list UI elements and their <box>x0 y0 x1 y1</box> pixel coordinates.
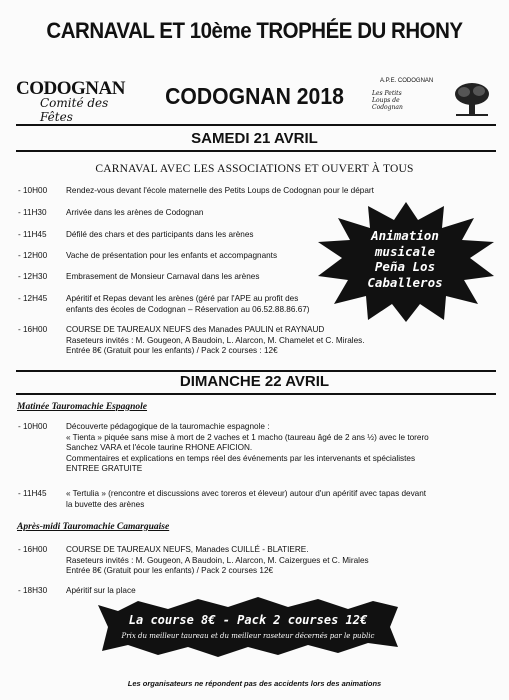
schedule-line: Rendez-vous devant l'école maternelle des Petits Loups de Codognan pour le départ <box>66 186 374 195</box>
schedule-time: - 16H00 <box>18 325 48 334</box>
sunday-heading: DIMANCHE 22 AVRIL <box>179 373 330 390</box>
schedule-description <box>66 489 481 510</box>
schedule-description <box>66 186 481 197</box>
afternoon-section-label: Après-midi Tauromachie Camarguaise <box>17 522 170 532</box>
logo-right-line1: Les Petits <box>372 90 402 97</box>
divider-top <box>16 124 496 126</box>
animation-line-4: Caballeros <box>367 274 443 290</box>
schedule-time: - 11H45 <box>18 230 47 239</box>
schedule-time: - 18H30 <box>18 586 48 595</box>
footer-disclaimer: Les organisateurs ne répondent pas des accidents lors des animations <box>127 679 382 688</box>
schedule-time: - 10H00 <box>18 186 48 195</box>
logo-right-assoc: A.P.E. CODOGNAN <box>380 78 434 84</box>
schedule-line: Apéritif et Repas devant les arènes (géré par l'APE au profit des <box>66 294 299 303</box>
schedule-line: Raseteurs invités : M. Gougeon, A Baudoin, L. Alarcon, M. Caizergues et C. Mirales <box>66 555 369 565</box>
schedule-time: - 10H00 <box>18 422 48 431</box>
schedule-line: Découverte pédagogique de la tauromachie espagnole : <box>66 422 270 431</box>
schedule-description <box>66 422 481 475</box>
schedule-line: Entrée 8€ (Gratuit pour les enfants) / Pack 2 courses : 12€ <box>66 346 278 355</box>
schedule-time: - 12H45 <box>18 294 48 303</box>
ape-codognan-logo <box>362 78 492 120</box>
schedule-line: Embrasement de Monsieur Carnaval dans les arènes <box>66 272 260 281</box>
schedule-line: Commentaires et explications en temps réel des événements par les intervenants et spécialistes <box>66 453 416 463</box>
schedule-description <box>66 325 481 357</box>
tree-icon <box>452 82 492 118</box>
schedule-time: - 12H30 <box>18 272 48 281</box>
logo-right-line3: Codognan <box>372 104 403 111</box>
divider-saturday <box>16 150 496 152</box>
schedule-line: COURSE DE TAUREAUX NEUFS, Manades CUILLÉ - BLATIERE. <box>66 545 309 554</box>
logo-left-word: CODOGNAN <box>16 78 125 99</box>
schedule-description <box>66 545 481 577</box>
schedule-line: Vache de présentation pour les enfants et accompagnants <box>66 251 278 260</box>
event-title: CARNAVAL ET 10ème TROPHÉE DU RHONY <box>46 18 463 43</box>
banner-prize-text: Prix du meilleur taureau et du meilleur raseteur décernés par le public <box>121 632 375 640</box>
schedule-line: enfants des écoles de Codognan – Réservation au 06.52.88.86.67) <box>66 304 310 314</box>
schedule-time: - 11H30 <box>18 208 47 217</box>
logo-right-line2: Loups de <box>372 97 400 104</box>
schedule-line: Apéritif sur la place <box>66 586 136 595</box>
divider-sunday-bottom <box>16 393 496 395</box>
schedule-line: « Tienta » piquée sans mise à mort de 2 vaches et 1 macho (taureau âgé de 2 ans ½) avec le torero <box>66 432 429 442</box>
morning-section-label: Matinée Tauromachie Espagnole <box>17 402 148 412</box>
schedule-line: ENTREE GRATUITE <box>66 464 143 473</box>
schedule-line: Arrivée dans les arènes de Codognan <box>66 208 204 217</box>
logo-left-sub: Comité des Fêtes <box>40 96 109 124</box>
carnaval-heading: CARNAVAL AVEC LES ASSOCIATIONS ET OUVERT À TOUS <box>95 163 414 175</box>
event-subtitle: CODOGNAN 2018 <box>165 83 344 109</box>
schedule-line: Raseteurs invités : M. Gougeon, A Baudoin, L. Alarcon, M. Chamelet et C. Mirales. <box>66 335 365 345</box>
schedule-line: « Tertulia » (rencontre et discussions avec toreros et éleveur) autour d'un apéritif avec tapas devant <box>66 489 427 498</box>
divider-sunday-top <box>16 370 496 372</box>
schedule-time: - 11H45 <box>18 489 47 498</box>
schedule-line: la buvette des arènes <box>66 499 145 509</box>
animation-line-2: musicale <box>374 243 436 259</box>
schedule-time: - 12H00 <box>18 251 48 260</box>
schedule-time: - 16H00 <box>18 545 48 554</box>
animation-line-1: Animation <box>371 228 439 243</box>
animation-text <box>330 228 480 290</box>
banner-price-text: La course 8€ - Pack 2 courses 12€ <box>128 613 368 627</box>
schedule-line: Sanchez VARA et l'école taurine RHONE AFICION. <box>66 443 253 452</box>
animation-line-3: Peña Los <box>374 259 436 274</box>
schedule-line: Défilé des chars et des participants dans les arènes <box>66 230 254 239</box>
schedule-line: Entrée 8€ (Gratuit pour les enfants) / Pack 2 courses 12€ <box>66 566 274 575</box>
schedule-description <box>66 586 481 597</box>
price-banner-icon <box>98 597 398 657</box>
saturday-heading: SAMEDI 21 AVRIL <box>191 130 318 147</box>
schedule-line: COURSE DE TAUREAUX NEUFS des Manades PAULIN et RAYNAUD <box>66 325 325 334</box>
